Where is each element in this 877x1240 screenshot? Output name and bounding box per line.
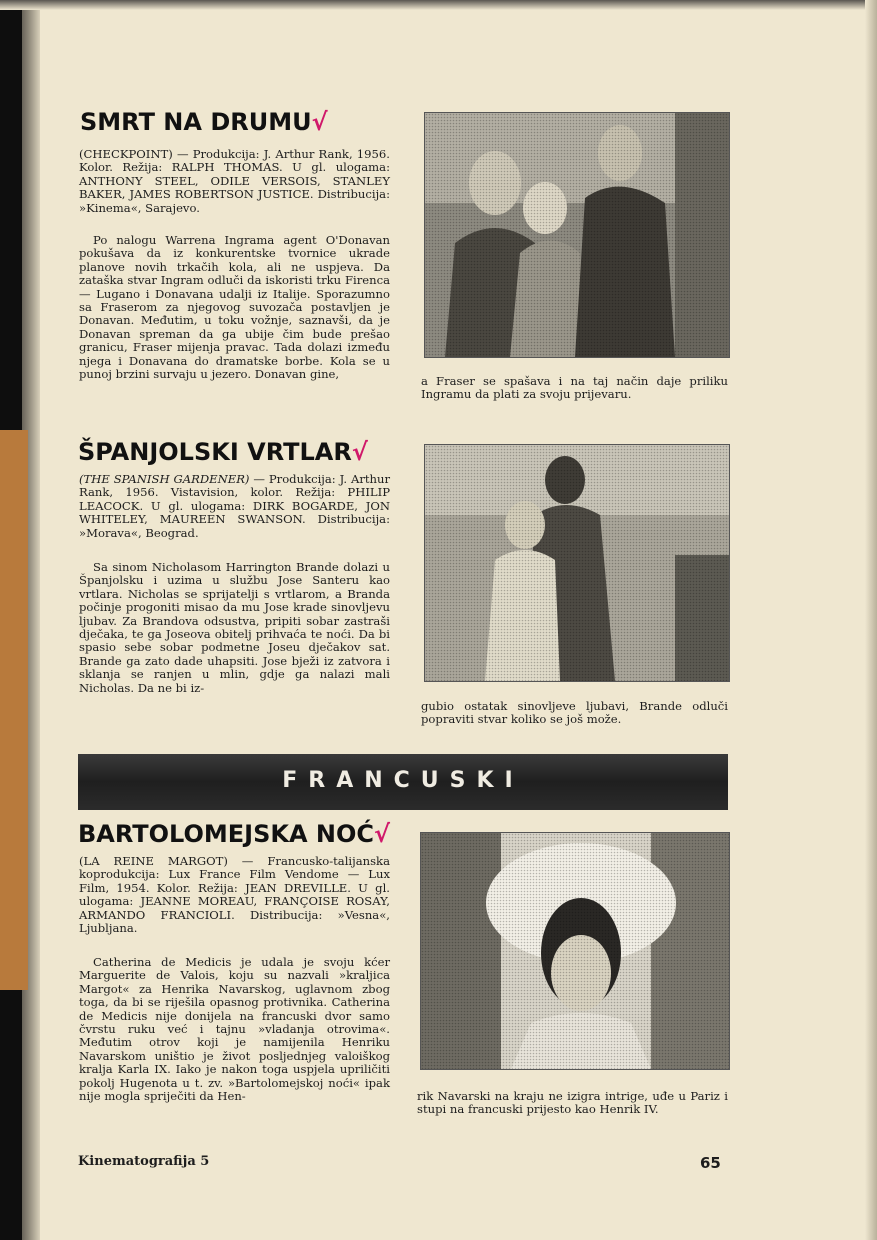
- page-number: 65: [700, 1154, 721, 1172]
- film-still-photo: [424, 444, 730, 682]
- original-title: (THE SPANISH GARDENER): [79, 472, 250, 486]
- review-credits: (LA REINE MARGOT) — Francusko-talijanska koprodukcija: Lux France Film Vendome — Lux Film, 1954. Kolor. Režija: JEAN DREVILLE. U gl. ulogama: JEANNE MOREAU, FRANÇOISE ROSAY, ARMANDO FRANCIOLI. Distribucija: »Vesna«, Ljubljana.: [79, 854, 390, 936]
- top-shadow: [0, 0, 877, 10]
- photo-caption: gubio ostatak sinovljeve ljubavi, Brande odluči popraviti stvar koliko se još može.: [421, 699, 728, 727]
- banner-label: FRANCUSKI: [282, 768, 524, 793]
- magazine-name: Kinematografija 5: [78, 1154, 210, 1169]
- review-body: Sa sinom Nicholasom Harrington Brande dolazi u Španjolsku i uzima u službu Jose Santeru kao vrtlara. Nicholas se sprijatelji s vrtlarom, a Branda počinje progoniti misao da mu Jose krade sinovljevu ljubav. Za Brandova odsustva, pripiti sobar zastraši dječaka, te ga Joseova obitelj prihvaća te noći. Da bi spasio sebe sobar podmetne Joseu dječakov sat. Brande ga zato dade uhapsiti. Jose bježi iz zatvora i sklanja se ranjen u mlin, gdje ga nalazi mali Nicholas. Da ne bi iz-: [79, 560, 390, 695]
- review-credits: [79, 473, 390, 540]
- section-banner: [78, 754, 728, 810]
- review-credits: (CHECKPOINT) — Produkcija: J. Arthur Rank, 1956. Kolor. Režija: RALPH THOMAS. U gl. ulogama: ANTHONY STEEL, ODILE VERSOIS, STANLEY BAKER, JAMES ROBERTSON JUSTICE. Distribucija: »Kinema«, Sarajevo.: [79, 147, 390, 215]
- check-mark: √: [351, 438, 368, 466]
- photo-caption: rik Navarski na kraju ne izigra intrige, uđe u Pariz i stupi na francuski prijesto kao Henrik IV.: [417, 1089, 728, 1117]
- credits-text: — Produkcija: J. Arthur Rank, 1956. Vistavision, kolor. Režija: PHILIP LEACOCK. U gl. ulogama: DIRK BOGARDE, JON WHITELEY, MAUREEN SWANSON. Distribucija: »Morava«, Beograd.: [79, 472, 390, 540]
- right-shadow: [865, 0, 877, 1240]
- photo-caption: a Fraser se spašava i na taj način daje priliku Ingramu da plati za svoju prijevaru.: [421, 374, 728, 402]
- review-body: Catherina de Medicis je udala je svoju kćer Marguerite de Valois, koju su nazvali »kraljica Margot« za Henrika Navarskog, uglavnom zbog toga, da bi se riješila opasnog protivnika. Catherina de Medicis nije donijela na francuski dvor samo čvrstu ruku već i tajnu »vladanja otrovima«. Međutim otrov koji je namijenila Henriku Navarskom uništio je život posljednjeg valoiškog kralja Karla IX. Iako je nakon toga uspjela upriličiti pokolj Hugenota u t. zv. »Bartolomejskoj noći« ipak nije mogla spriječiti da Hen-: [79, 955, 390, 1104]
- check-mark: √: [311, 108, 328, 136]
- review-title-bartolomejska-noc: BARTOLOMEJSKA NOĆ√: [78, 820, 391, 848]
- check-mark: √: [374, 820, 391, 848]
- page-edge-color: [0, 430, 28, 990]
- photo-image: [425, 113, 729, 357]
- film-still-photo: [420, 832, 730, 1070]
- review-title-smrt-na-drumu: SMRT NA DRUMU√: [80, 108, 328, 136]
- photo-image: [421, 833, 729, 1069]
- film-still-photo: [424, 112, 730, 358]
- review-body: Po nalogu Warrena Ingrama agent O'Donavan pokušava da iz konkurentske tvornice ukrade planove novih trkačih kola, ali ne uspjeva. Da zataška stvar Ingram odluči da iskoristi trku Firenca — Lugano i Donavana udalji iz Italije. Sporazumno sa Fraserom za njegovog suvozača postavljen je Donavan. Međutim, u toku vožnje, saznavši, da je Donavan spreman da ga ubije čim bude prešao granicu, Fraser mijenja pravac. Tada dolazi između njega i Donavana do dramatske borbe. Kola se u punoj brzini survaju u jezero. Donavan gine,: [79, 233, 390, 382]
- review-title-spanjolski-vrtlar: ŠPANJOLSKI VRTLAR√: [78, 438, 368, 466]
- photo-image: [425, 445, 729, 681]
